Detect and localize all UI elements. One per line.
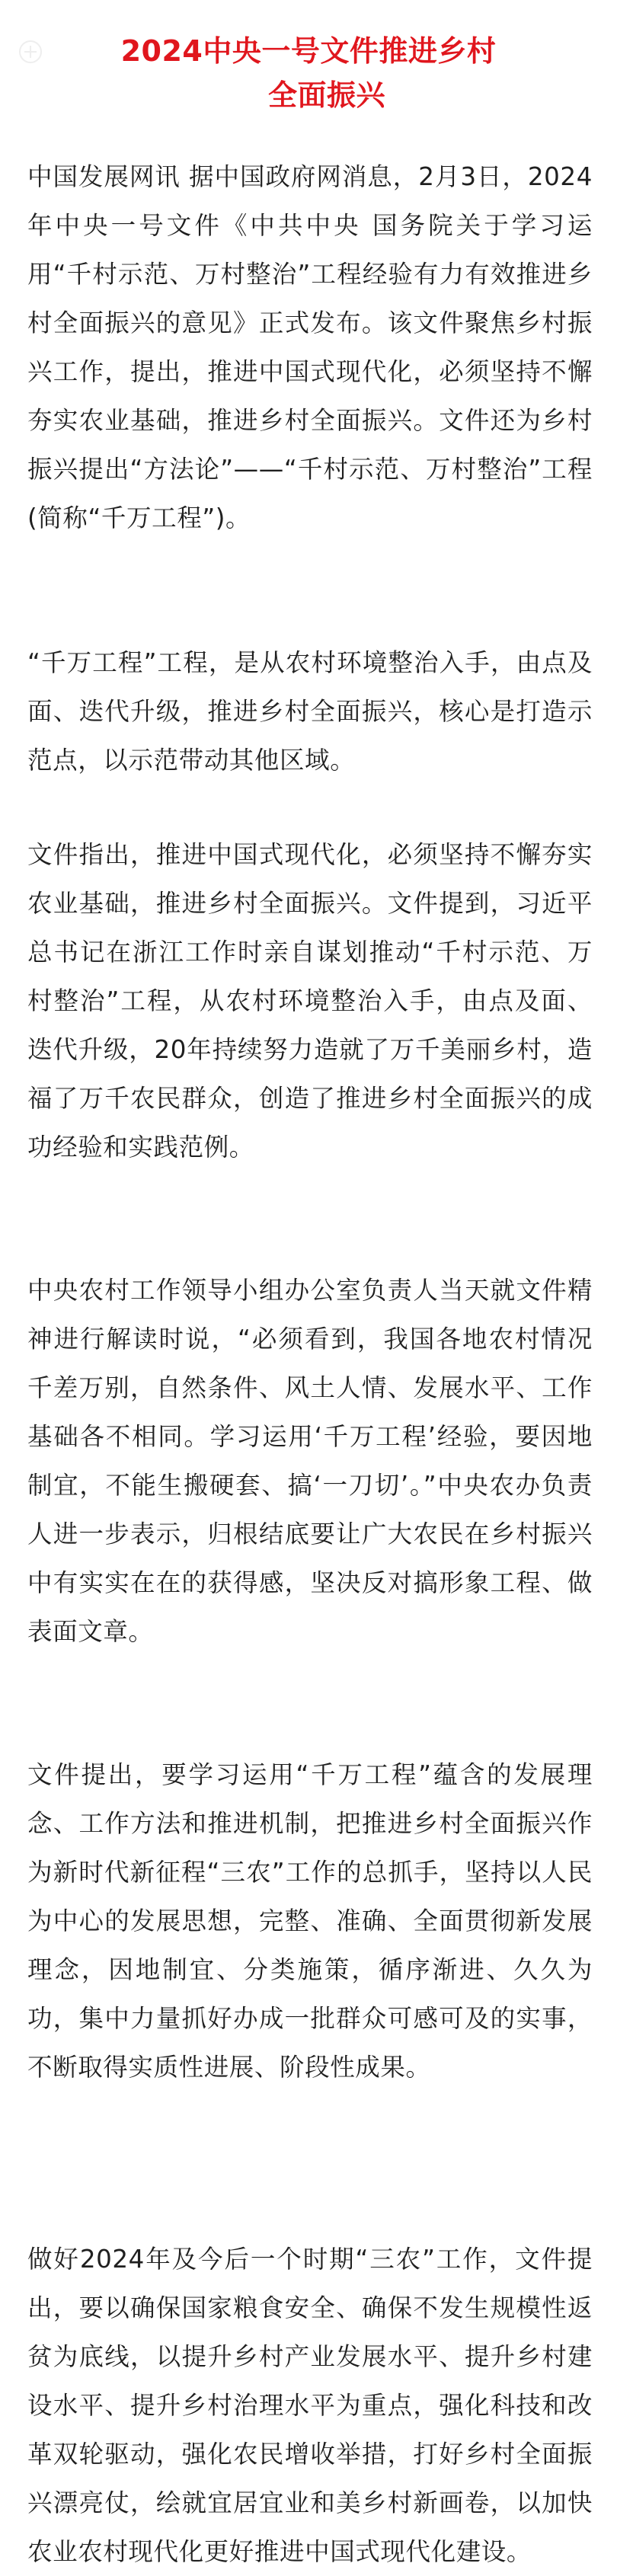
title-line-2: 全面振兴 bbox=[267, 78, 385, 112]
paragraph-4: 中央农村工作领导小组办公室负责人当天就文件精神进行解读时说，“必须看到，我国各地农村情况千差万别，自然条件、风土人情、发展水平、工作基础各不相同。学习运用‘千万工程’经验，要因地制宜，不能生搬硬套、搞‘一刀切’。”中央农办负责人进一步表示，归根结底要让广大农民在乡村振兴中有实实在在的获得感，坚决反对搞形象工程、做表面文章。 bbox=[27, 1276, 593, 1646]
paragraph-6: 做好2024年及今后一个时期“三农”工作，文件提出，要以确保国家粮食安全、确保不发生规模性返贫为底线，以提升乡村产业发展水平、提升乡村建设水平、提升乡村治理水平为重点，强化科技和改革双轮驱动，强化农民增收举措，打好乡村全面振兴漂亮仗，绘就宜居宜业和美乡村新画卷，以加快农业农村现代化更好推进中国式现代化建设。 bbox=[27, 2245, 593, 2566]
paragraph-2: “千万工程”工程，是从农村环境整治入手，由点及面、迭代升级，推进乡村全面振兴，核心是打造示范点，以示范带动其他区域。 bbox=[27, 648, 593, 775]
title-line-1: 2024中央一号文件推进乡村 bbox=[120, 34, 497, 68]
article-title bbox=[0, 29, 617, 117]
paragraph-5: 文件提出，要学习运用“千万工程”蕴含的发展理念、工作方法和推进机制，把推进乡村全面振兴作为新时代新征程“三农”工作的总抓手，坚持以人民为中心的发展思想，完整、准确、全面贯彻新发展理念，因地制宜、分类施策，循序渐进、久久为功，集中力量抓好办成一批群众可感可及的实事，不断取得实质性进展、阶段性成果。 bbox=[27, 1760, 593, 2082]
paragraph-1: 中国发展网讯 据中国政府网消息，2月3日，2024年中央一号文件《中共中央 国务院关于学习运用“千村示范、万村整治”工程经验有力有效推进乡村全面振兴的意见》正式发布。该文件聚焦乡村振兴工作，提出，推进中国式现代化，必须坚持不懈夯实农业基础，推进乡村全面振兴。文件还为乡村振兴提出“方法论”——“千村示范、万村整治”工程(简称“千万工程”)。 bbox=[27, 162, 593, 532]
paragraph-3: 文件指出，推进中国式现代化，必须坚持不懈夯实农业基础，推进乡村全面振兴。文件提到，习近平总书记在浙江工作时亲自谋划推动“千村示范、万村整治”工程，从农村环境整治入手，由点及面、迭代升级，20年持续努力造就了万千美丽乡村，造福了万千农民群众，创造了推进乡村全面振兴的成功经验和实践范例。 bbox=[27, 840, 593, 1162]
